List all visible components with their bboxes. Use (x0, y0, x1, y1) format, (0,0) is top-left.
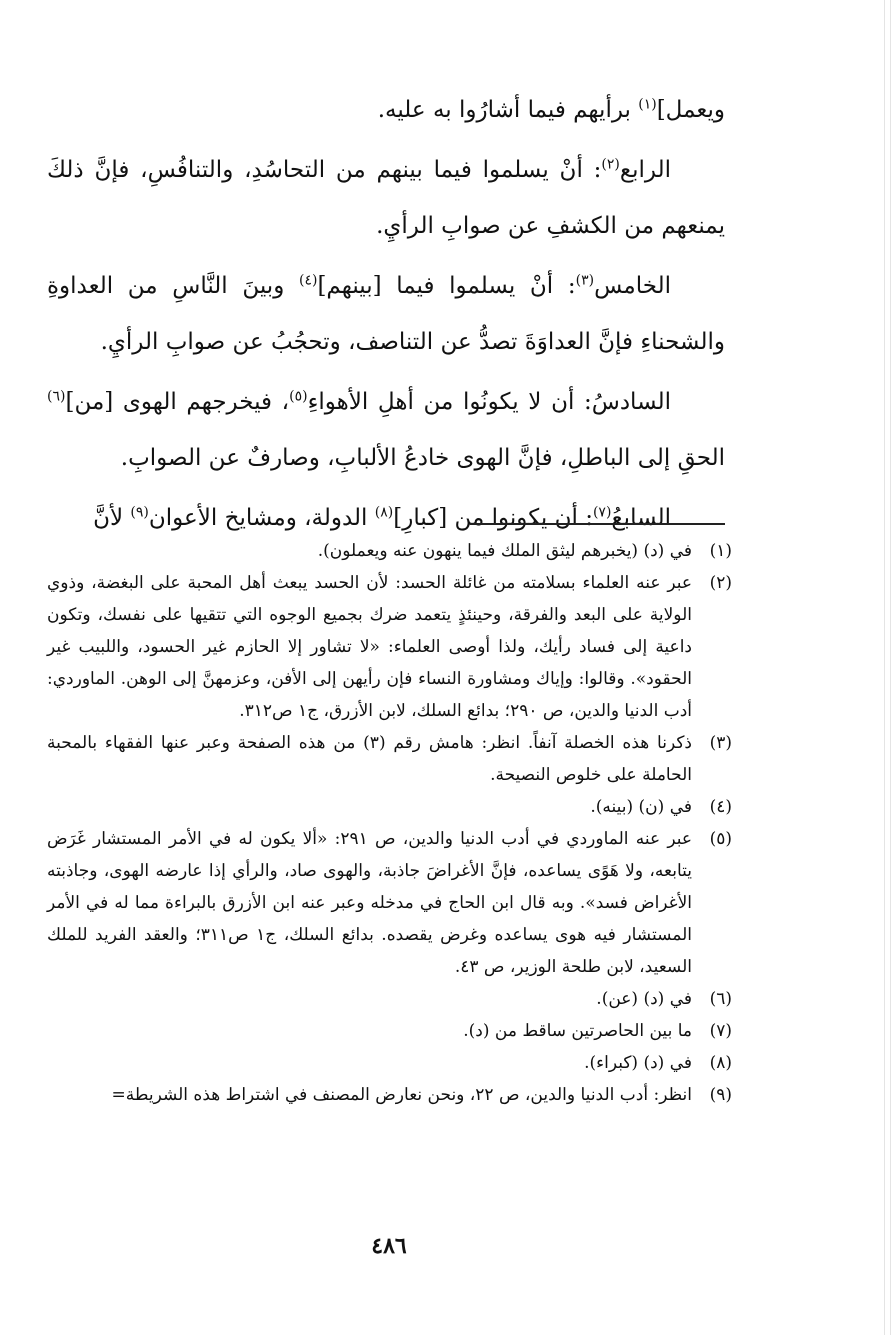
paragraph-text: الرابع (619, 157, 671, 183)
footnote-reference: (٨) (374, 504, 394, 521)
main-paragraph (47, 142, 725, 254)
paragraph-text: برأيهم فيما أشارُوا به عليه. (377, 97, 639, 123)
paragraph-text: : أنْ يسلموا فيما بينهم من التحاسُدِ، والتنافُسِ، فإنَّ ذلكَ يمنعهم من الكشفِ عن صوابِ الرأيِ. (47, 157, 725, 239)
paragraph-text: السابعُ (611, 505, 671, 531)
footnote-reference: (٦) (47, 388, 66, 405)
footnote-text: ذكرنا هذه الخصلة آنفاً. انظر: هامش رقم (٣) من هذه الصفحة وعبر عنها الفقهاء بالمحبة الحاملة على خلوص النصيحة. (47, 733, 692, 785)
paragraph-text: : أنْ يسلموا فيما [بينهم] (317, 273, 576, 299)
footnote-number: (٨) (709, 1053, 732, 1073)
paragraph-text: : أن يكونوا من [كبارِ] (393, 505, 593, 531)
paragraph-text: الخامس (594, 273, 671, 299)
footnote (47, 1079, 732, 1111)
footnote (47, 823, 732, 983)
main-paragraph (47, 258, 725, 370)
footnote-number: (٢) (709, 573, 732, 593)
footnote-number: (٦) (709, 989, 732, 1009)
footnote (47, 535, 732, 567)
paragraph-text: ، فيخرجهم الهوى [من] (65, 389, 290, 415)
footnote-text: في (د) (كبراء). (584, 1053, 692, 1073)
footnote (47, 791, 732, 823)
footnote-number: (٣) (709, 733, 732, 753)
paragraph-text: السادسُ: أن لا يكونُوا من أهلِ الأهواءِ (307, 389, 671, 415)
footnote-text: في (د) (يخبرهم ليثق الملك فيما ينهون عنه ويعملون). (317, 541, 692, 561)
footnote-reference: (٩) (130, 504, 149, 521)
footnote-number: (٤) (709, 797, 732, 817)
main-paragraph (47, 374, 725, 486)
paragraph-text: لأنَّ (93, 505, 131, 531)
main-paragraph (47, 82, 725, 138)
footnote-number: (٩) (709, 1085, 732, 1105)
footnote (47, 1015, 732, 1047)
footnote-reference: (١) (638, 96, 657, 113)
main-text (47, 82, 725, 550)
footnote-reference: (٣) (575, 272, 595, 289)
footnote-text: عبر عنه الماوردي في أدب الدنيا والدين، ص ٢٩١: «ألا يكون له في الأمر المستشار غَرَض يتابعه، ولا هَوًى يساعده، فإنَّ الأغراضَ جاذبة، والهوى صاد، والرأي إذا عارضه الهوى، وجاذبته الأغراض فسد». وبه قال ابن الحاج في مدخله وعبر عنه ابن الأزرق بالبراءة مما له في الأمر المستشار فيه هوى يساعده وغرض يقصده. بدائع السلك، ج١ ص٣١١؛ والعقد الفريد للملك السعيد، لابن طلحة الوزير، ص ٤٣. (47, 829, 692, 977)
footnote-reference: (٤) (298, 272, 318, 289)
paragraph-text: الحقِ إلى الباطلِ، فإنَّ الهوى خادعُ الألبابِ، وصارفٌ عن الصوابِ. (120, 445, 725, 471)
footnotes (47, 535, 732, 1111)
page-edge-decoration (881, 0, 895, 1335)
footnote-reference: (٥) (289, 388, 308, 405)
footnote (47, 1047, 732, 1079)
footnote-text: عبر عنه العلماء بسلامته من غائلة الحسد: لأن الحسد يبعث أهل المحبة على البغضة، وذوي الولاية على البعد والفرقة، وحينئذٍ يتعمد ضرك بجميع الوجوه التي تتقيها على نفسك، وتكون داعية إلى فساد رأيك، ولذا أوصى العلماء: «لا تشاور إلا الحازم غير الحسود، واللبيب غير الحقود». وقالوا: وإياك ومشاورة النساء فإن رأيهن إلى الأفن، وعزمهنَّ إلى الوهن. الماوردي: أدب الدنيا والدين، ص ٢٩٠؛ بدائع السلك، لابن الأزرق، ج١ ص٣١٢. (47, 573, 692, 721)
footnote (47, 727, 732, 791)
footnote-number: (٥) (709, 829, 732, 849)
paragraph-text: ويعمل] (656, 97, 725, 123)
footnote (47, 567, 732, 727)
footnote-number: (١) (709, 541, 732, 561)
footnote-number: (٧) (709, 1021, 732, 1041)
footnote-reference: (٢) (601, 156, 620, 173)
page-number: ٤٨٦ (371, 1233, 407, 1259)
footnote-separator (470, 523, 725, 525)
footnote-reference: (٧) (592, 504, 612, 521)
footnote (47, 983, 732, 1015)
paragraph-text: الدولة، ومشايخ الأعوان (148, 505, 375, 531)
footnote-text: انظر: أدب الدنيا والدين، ص ٢٢، ونحن نعارض المصنف في اشتراط هذه الشريطة= (111, 1085, 692, 1105)
paragraph-text: وبينَ النَّاسِ من العداوةِ والشحناءِ فإنَّ العداوَةَ تصدُّ عن التناصف، وتحجُبُ عن صوابِ الرأيِ. (47, 273, 725, 355)
footnote-text: في (ن) (بينه). (590, 797, 692, 817)
footnote-text: في (د) (عن). (596, 989, 692, 1009)
footnote-text: ما بين الحاصرتين ساقط من (د). (463, 1021, 692, 1041)
